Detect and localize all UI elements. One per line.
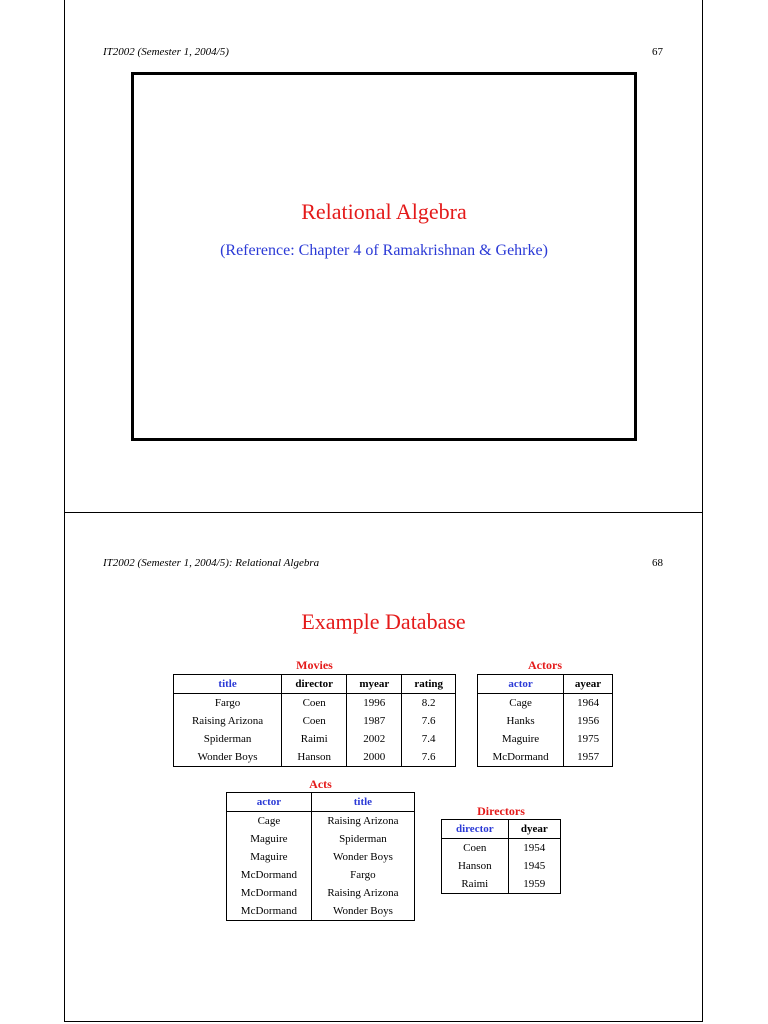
table-row [227, 884, 415, 902]
table-cell: 7.6 [402, 712, 456, 730]
column-header: dyear [508, 820, 560, 839]
slide-reference: (Reference: Chapter 4 of Ramakrishnan & Gehrke) [220, 242, 548, 259]
table-cell: Wonder Boys [311, 902, 414, 921]
column-header: ayear [564, 675, 613, 694]
table-row [442, 875, 561, 894]
slide-divider [64, 512, 703, 513]
table-row [174, 730, 456, 748]
table-cell: Spiderman [203, 733, 252, 745]
column-header: myear [347, 675, 402, 694]
table-cell: 1954 [508, 839, 560, 858]
table-row [227, 866, 415, 884]
table-row [227, 812, 415, 831]
table-cell: Raimi [282, 730, 347, 748]
table-cell: Cage [257, 815, 281, 827]
table-row [478, 712, 613, 730]
column-header: rating [402, 675, 456, 694]
table-cell: Raising Arizona [311, 812, 414, 831]
table-row [478, 730, 613, 748]
acts-table [226, 792, 415, 921]
table-row [174, 748, 456, 767]
table-row [227, 830, 415, 848]
table-cell: Hanks [506, 715, 535, 727]
table-cell: Fargo [214, 697, 241, 709]
acts-caption: Acts [309, 777, 332, 791]
table-cell: McDormand [240, 905, 298, 917]
column-header: director [442, 820, 509, 839]
slide-header: IT2002 (Semester 1, 2004/5): Relational Algebra [103, 557, 320, 569]
table-cell: Coen [282, 712, 347, 730]
table-cell: McDormand [240, 869, 298, 881]
table-cell: 1957 [564, 748, 613, 767]
column-header: actor [478, 675, 564, 694]
table-cell: 2002 [347, 730, 402, 748]
table-cell: 1964 [564, 694, 613, 713]
table-cell: Cage [509, 697, 532, 709]
table-cell: 1956 [564, 712, 613, 730]
table-cell: Wonder Boys [311, 848, 414, 866]
movies-caption: Movies [296, 658, 333, 672]
slide-header: IT2002 (Semester 1, 2004/5) [103, 46, 229, 58]
actors-caption: Actors [528, 658, 562, 672]
movies-table [173, 674, 456, 767]
actors-table [477, 674, 613, 767]
table-row [174, 712, 456, 730]
table-cell: Spiderman [311, 830, 414, 848]
table-row [227, 848, 415, 866]
table-cell: Raimi [461, 878, 489, 890]
table-cell: Maguire [501, 733, 540, 745]
table-cell: 1996 [347, 694, 402, 713]
table-cell: 1959 [508, 875, 560, 894]
column-header: director [282, 675, 347, 694]
column-header: title [174, 675, 282, 694]
table-cell: 7.4 [402, 730, 456, 748]
column-header: title [311, 793, 414, 812]
table-cell: Maguire [250, 833, 288, 845]
page-number: 68 [652, 557, 663, 569]
table-cell: Maguire [250, 851, 288, 863]
table-cell: 7.6 [402, 748, 456, 767]
table-cell: Hanson [457, 860, 492, 872]
table-cell: Wonder Boys [197, 751, 258, 763]
table-row [442, 839, 561, 858]
page-number: 67 [652, 46, 663, 58]
table-header-row [478, 675, 613, 694]
slide-title: Relational Algebra [301, 199, 467, 224]
table-row [174, 694, 456, 713]
table-cell: Raising Arizona [311, 884, 414, 902]
table-cell: Fargo [311, 866, 414, 884]
directors-table [441, 819, 561, 894]
slide-title: Example Database [301, 609, 466, 634]
table-cell: Raising Arizona [191, 715, 264, 727]
table-cell: 1975 [564, 730, 613, 748]
table-row [478, 748, 613, 767]
directors-caption: Directors [477, 804, 525, 818]
table-cell: 1945 [508, 857, 560, 875]
table-cell: Coen [282, 694, 347, 713]
table-header-row [227, 793, 415, 812]
table-header-row [442, 820, 561, 839]
table-cell: 2000 [347, 748, 402, 767]
table-cell: Hanson [282, 748, 347, 767]
table-cell: 1987 [347, 712, 402, 730]
table-cell: 8.2 [402, 694, 456, 713]
table-cell: Coen [463, 842, 487, 854]
table-header-row [174, 675, 456, 694]
table-cell: McDormand [492, 751, 549, 763]
table-cell: McDormand [240, 887, 298, 899]
column-header: actor [227, 793, 312, 812]
table-row [478, 694, 613, 713]
table-row [442, 857, 561, 875]
table-row [227, 902, 415, 921]
